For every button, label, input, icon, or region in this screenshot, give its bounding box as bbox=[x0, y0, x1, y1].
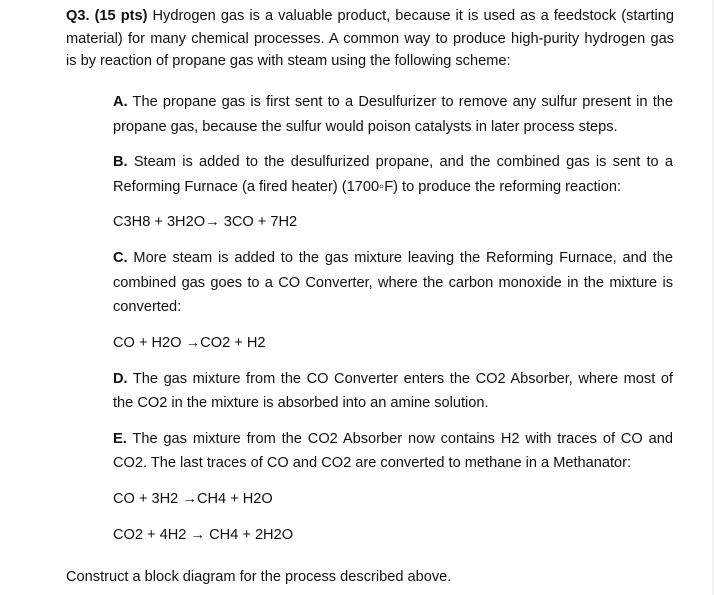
question-label: Q3. (15 pts) bbox=[66, 8, 148, 24]
process-steps bbox=[113, 90, 673, 559]
step-c bbox=[113, 246, 673, 320]
step-c-text: More steam is added to the gas mixture leaving the Reforming Furnace, and the combined gas goes to a CO Converter, where the carbon monoxide in the mixture is converted: bbox=[113, 250, 673, 315]
step-a-text: The propane gas is first sent to a Desulfurizer to remove any sulfur present in the propane gas, because the sulfur would poison catalysts in later process steps. bbox=[113, 94, 673, 135]
step-e-letter: E. bbox=[113, 430, 127, 447]
step-d bbox=[113, 367, 673, 416]
methanation-equation-1: CO + 3H2 →CH4 + H2O bbox=[113, 490, 273, 507]
step-d-text: The gas mixture from the CO Converter enters the CO2 Absorber, where most of the CO2 in the mixture is absorbed into an amine solution. bbox=[113, 370, 673, 411]
step-a-letter: A. bbox=[113, 94, 128, 110]
step-e-text: The gas mixture from the CO2 Absorber now contains H2 with traces of CO and CO2. The last traces of CO and CO2 are converted to methane in a Methanator: bbox=[113, 430, 673, 471]
shift-equation: CO + H2O →CO2 + H2 bbox=[113, 334, 266, 351]
closing-instruction: Construct a block diagram for the process described above. bbox=[66, 569, 452, 585]
step-b-text: Steam is added to the desulfurized propane, and the combined gas is sent to a Reforming Furnace (a fired heater) (1700◦F) to produce the reforming reaction: bbox=[113, 154, 673, 195]
step-a bbox=[113, 90, 673, 139]
methanation-equation-2: CO2 + 4H2 → CH4 + 2H2O bbox=[113, 526, 294, 543]
step-d-letter: D. bbox=[113, 370, 128, 387]
step-b bbox=[113, 150, 673, 199]
question-intro-text: Hydrogen gas is a valuable product, because it is used as a feedstock (starting material) for many chemical processes. A common way to produce high-purity hydrogen gas is by reaction of propane gas with steam using the following scheme: bbox=[66, 8, 674, 69]
step-b-letter: B. bbox=[113, 154, 128, 170]
reforming-equation: C3H8 + 3H2O→ 3CO + 7H2 bbox=[113, 214, 298, 230]
question-intro bbox=[66, 5, 674, 73]
step-c-letter: C. bbox=[113, 250, 128, 266]
step-e bbox=[113, 427, 673, 476]
